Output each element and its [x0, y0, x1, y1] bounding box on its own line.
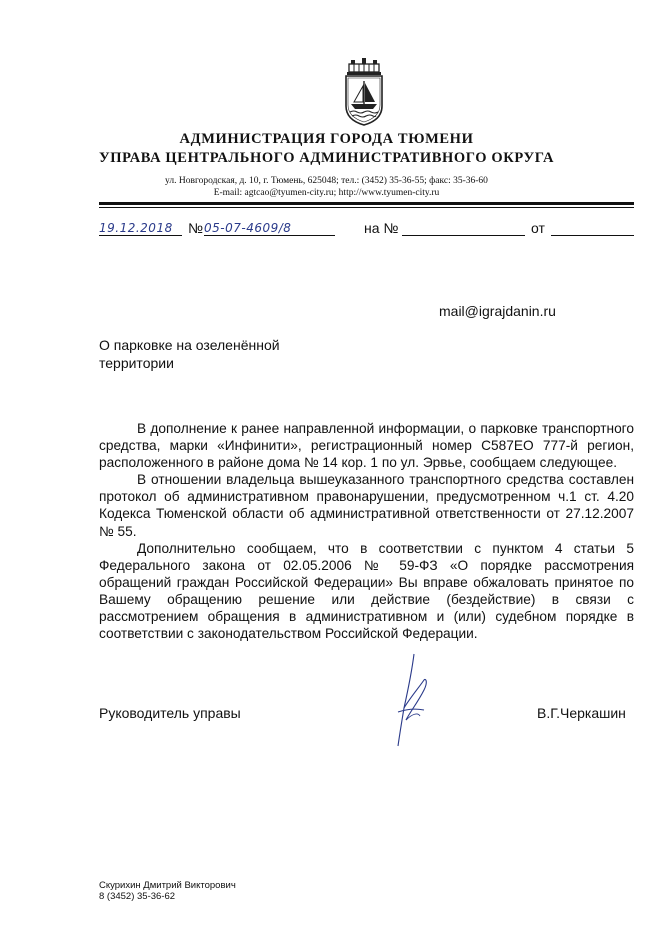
organization-contacts: E-mail: agtcao@tyumen-city.ru; http://www.tyumen-city.ru: [213, 188, 440, 198]
number-handwritten: 05-07-4609/8: [204, 221, 292, 235]
from-label: от: [531, 220, 545, 236]
department-name: УПРАВА ЦЕНТРАЛЬНОГО АДМИНИСТРАТИВНОГО ОКРУГА: [98, 150, 555, 166]
city-coat-of-arms-icon: [343, 58, 385, 126]
letter-subject: [99, 336, 280, 372]
header-divider-thin: [99, 207, 634, 208]
header-divider-thick: [99, 202, 634, 205]
date-field: [99, 219, 182, 236]
body-paragraph: В дополнение к ранее направленной информации, о парковке транспортного средства, марки «Инфинити», регистрационный номер С587ЕО 777-й регион, расположенного в районе дома № 14 кор. 1 по ул. Эрвье, сообщаем следующее.: [99, 421, 634, 471]
handwritten-signature: [384, 650, 436, 755]
organization-address: ул. Новгородская, д. 10, г. Тюмень, 625048; тел.: (3452) 35-36-55; факс: 35-36-60: [165, 176, 488, 186]
executor-phone: 8 (3452) 35-36-62: [99, 891, 176, 902]
body-paragraph: В отношении владельца вышеуказанного транспортного средства составлен протокол об административном правонарушении, предусмотренном ч.1 ст. 4.20 Кодекса Тюменской области об административной ответственности от 27.12.2007 № 55.: [99, 472, 634, 539]
number-field: [204, 219, 335, 236]
reference-label: на №: [364, 220, 399, 236]
signatory-position: Руководитель управы: [99, 705, 241, 721]
subject-line: территории: [99, 355, 174, 371]
reference-field: [402, 219, 525, 236]
executor-info: [99, 880, 236, 902]
date-handwritten: 19.12.2018: [99, 221, 173, 235]
signatory-name: В.Г.Черкашин: [537, 705, 626, 721]
letter-body: [99, 420, 634, 642]
body-paragraph: Дополнительно сообщаем, что в соответствии с пунктом 4 статьи 5 Федерального закона от 02.05.2006 № 59-ФЗ «О порядке рассмотрения обращений граждан Российской Федерации» Вы вправе обжаловать принятое по Вашему обращению решение или действие (бездействие) в связи с рассмотрением обращения в административном и (или) судебном порядке в соответствии с законодательством Российской Федерации.: [99, 540, 634, 642]
recipient-email: mail@igrajdanin.ru: [439, 303, 556, 319]
from-field: [551, 219, 634, 236]
number-label: №: [188, 220, 204, 236]
organization-name: АДМИНИСТРАЦИЯ ГОРОДА ТЮМЕНИ: [179, 131, 474, 147]
subject-line: О парковке на озеленённой: [99, 337, 280, 353]
executor-name: Скурихин Дмитрий Викторович: [99, 880, 236, 891]
